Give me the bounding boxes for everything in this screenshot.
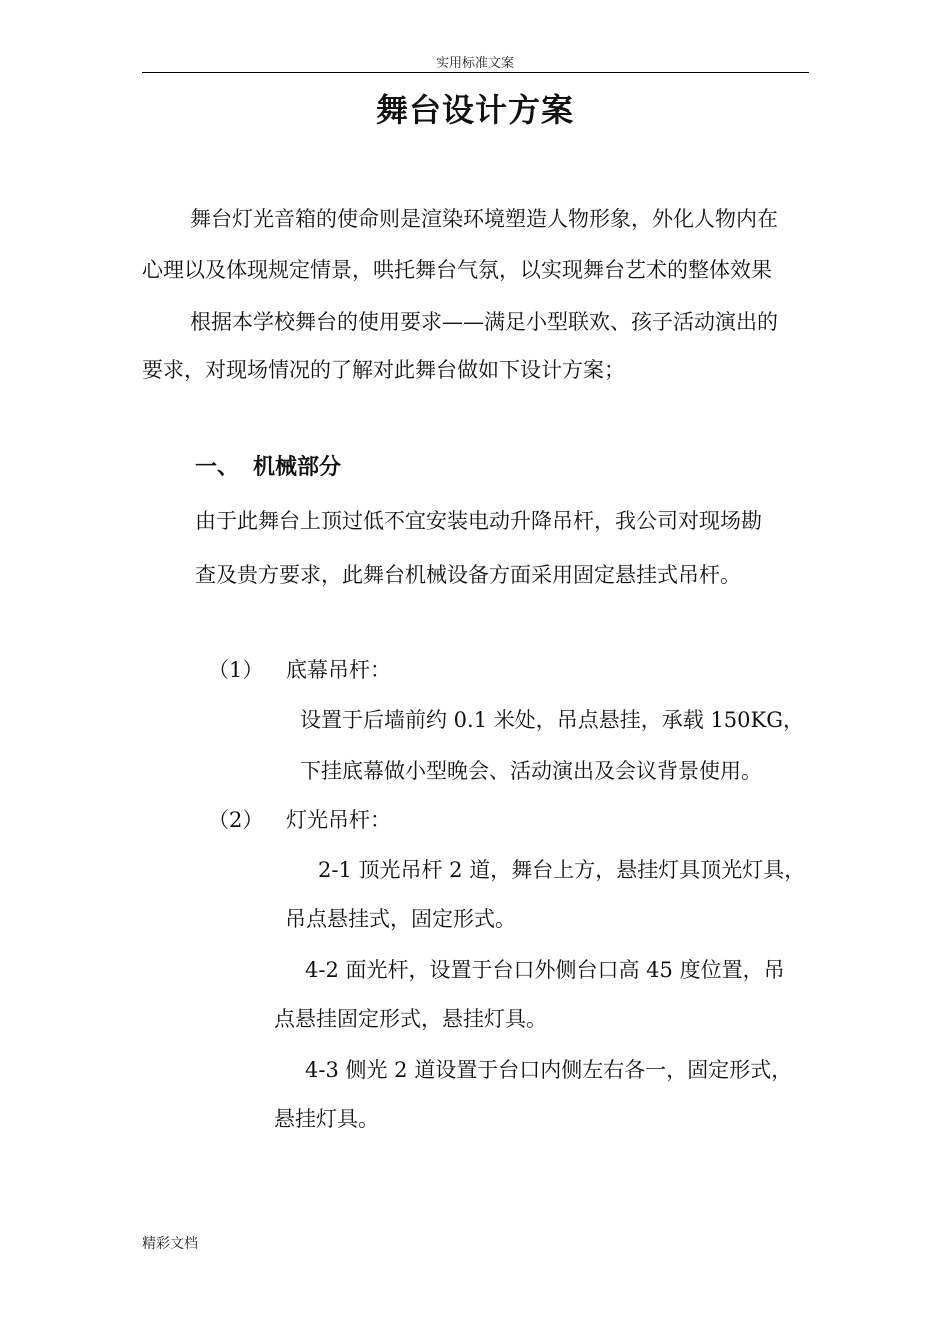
document-title: 舞台设计方案 [375,91,574,129]
intro-paragraph-line: 根据本学校舞台的使用要求——满足小型联欢、孩子活动演出的 [190,310,778,334]
list-item-label [208,656,391,684]
list-item-number: （1） [208,658,264,682]
intro-paragraph-line: 舞台灯光音箱的使命则是渲染环境塑造人物形象，外化人物内在 [190,207,778,231]
section-number: 一、 [195,454,240,480]
list-item-line: 吊点悬挂式，固定形式。 [285,907,516,931]
list-item-line: 悬挂灯具。 [274,1107,379,1131]
list-item-line: 4-2 面光杆，设置于台口外侧台口高 45 度位置，吊 [305,958,785,982]
section-heading [195,453,341,481]
list-item-line: 4-3 侧光 2 道设置于台口内侧左右各一，固定形式， [305,1058,793,1082]
list-item-line: 点悬挂固定形式，悬挂灯具。 [274,1007,547,1031]
list-item-line: 2-1 顶光吊杆 2 道，舞台上方，悬挂灯具顶光灯具， [318,858,806,882]
list-item-number: （2） [208,808,264,832]
page-footer-label: 精彩文档 [142,1236,198,1252]
intro-paragraph-line: 心理以及体现规定情景，哄托舞台气氛，以实现舞台艺术的整体效果 [142,258,772,282]
list-item-title: 底幕吊杆： [286,658,391,682]
list-item-title: 灯光吊杆： [286,808,391,832]
list-item-line: 设置于后墙前约 0.1 米处，吊点悬挂，承载 150KG， [300,708,804,732]
section-body-line: 查及贵方要求，此舞台机械设备方面采用固定悬挂式吊杆。 [195,563,741,587]
list-item-line: 下挂底幕做小型晚会、活动演出及会议背景使用。 [300,759,762,783]
header-rule [142,72,809,73]
section-title: 机械部分 [253,454,342,480]
section-body-line: 由于此舞台上顶过低不宜安装电动升降吊杆，我公司对现场勘 [195,509,762,533]
intro-paragraph-line: 要求，对现场情况的了解对此舞台做如下设计方案； [142,358,625,382]
list-item-label [208,806,391,834]
page-header-label: 实用标准文案 [435,56,514,71]
